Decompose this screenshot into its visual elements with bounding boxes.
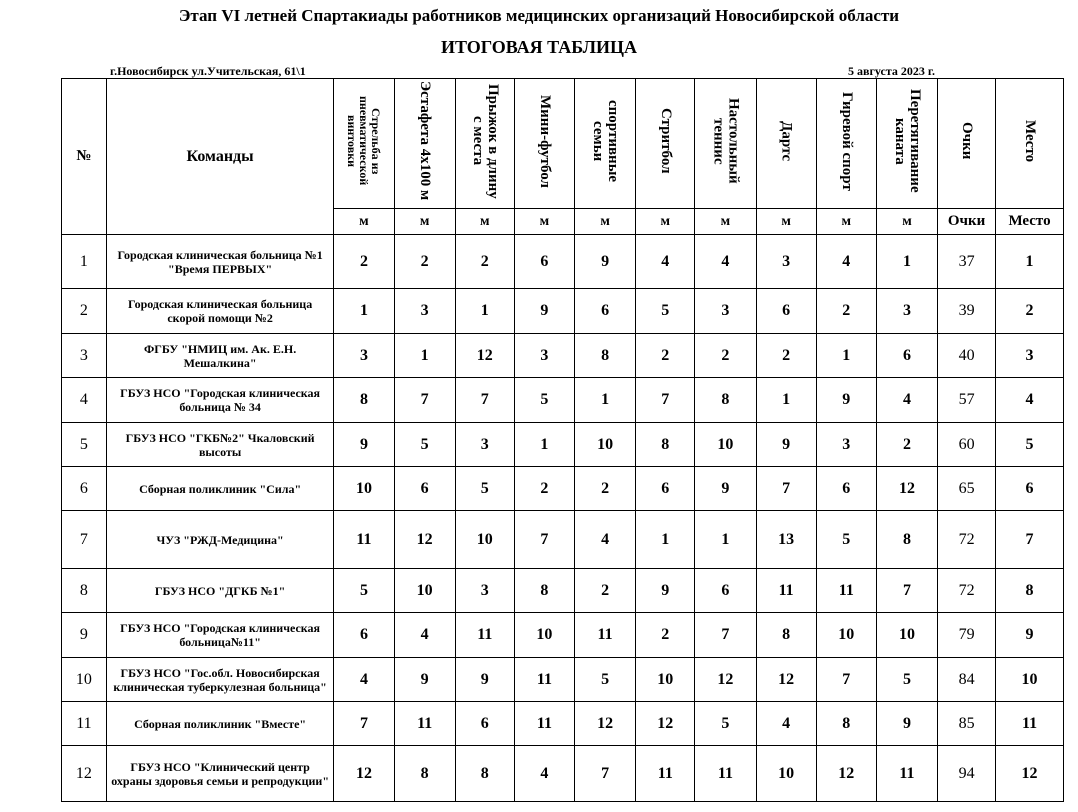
- discipline-place: 8: [455, 746, 514, 802]
- column-header-shooting: Стрельба из пневматической винтовки: [334, 79, 394, 209]
- discipline-place: 3: [394, 289, 455, 334]
- table-row: [62, 658, 1064, 702]
- total-points: 65: [938, 467, 996, 511]
- discipline-place: 6: [695, 569, 756, 613]
- discipline-place: 8: [394, 746, 455, 802]
- discipline-place: 10: [394, 569, 455, 613]
- discipline-place: 4: [514, 746, 574, 802]
- row-number: 6: [62, 467, 107, 511]
- team-name: ГБУЗ НСО "Гос.обл. Новосибирская клиническая туберкулезная больница": [106, 658, 334, 702]
- final-place: 3: [996, 334, 1064, 378]
- table-row: [62, 235, 1064, 289]
- team-name: ЧУЗ "РЖД-Медицина": [106, 511, 334, 569]
- discipline-place: 12: [455, 334, 514, 378]
- discipline-place: 5: [876, 658, 937, 702]
- discipline-place: 6: [574, 289, 635, 334]
- discipline-place: 4: [816, 235, 876, 289]
- discipline-place: 9: [816, 378, 876, 423]
- table-row: [62, 746, 1064, 802]
- discipline-place: 8: [756, 613, 816, 658]
- discipline-place: 9: [514, 289, 574, 334]
- row-number: 12: [62, 746, 107, 802]
- discipline-place: 13: [756, 511, 816, 569]
- row-number: 1: [62, 235, 107, 289]
- total-points: 72: [938, 569, 996, 613]
- discipline-place: 10: [636, 658, 695, 702]
- discipline-place: 12: [394, 511, 455, 569]
- discipline-place: 1: [636, 511, 695, 569]
- column-header-sport-families: спортивные семьи: [574, 79, 635, 209]
- discipline-place: 12: [574, 702, 635, 746]
- discipline-place: 3: [514, 334, 574, 378]
- discipline-place: 4: [334, 658, 394, 702]
- discipline-place: 12: [636, 702, 695, 746]
- discipline-place: 1: [394, 334, 455, 378]
- subheader-place-label: м: [394, 209, 455, 235]
- discipline-place: 7: [574, 746, 635, 802]
- discipline-place: 7: [334, 702, 394, 746]
- discipline-place: 4: [574, 511, 635, 569]
- discipline-place: 7: [636, 378, 695, 423]
- column-header-points: Очки: [938, 79, 996, 209]
- total-points: 84: [938, 658, 996, 702]
- discipline-place: 9: [695, 467, 756, 511]
- discipline-place: 4: [636, 235, 695, 289]
- total-points: 60: [938, 423, 996, 467]
- discipline-place: 12: [876, 467, 937, 511]
- team-name: ГБУЗ НСО "Городская клиническая больница № 34: [106, 378, 334, 423]
- discipline-place: 12: [816, 746, 876, 802]
- final-place: 5: [996, 423, 1064, 467]
- team-name: Сборная поликлиник "Вместе": [106, 702, 334, 746]
- header-row: [62, 79, 1064, 209]
- discipline-place: 2: [816, 289, 876, 334]
- discipline-place: 11: [636, 746, 695, 802]
- discipline-place: 5: [334, 569, 394, 613]
- discipline-place: 9: [876, 702, 937, 746]
- subheader-place-label: м: [455, 209, 514, 235]
- discipline-place: 7: [695, 613, 756, 658]
- discipline-place: 11: [876, 746, 937, 802]
- column-header-darts: Дартс: [756, 79, 816, 209]
- table-row: [62, 702, 1064, 746]
- discipline-place: 2: [334, 235, 394, 289]
- column-header-mini-football: Мини-футбол: [514, 79, 574, 209]
- discipline-place: 9: [574, 235, 635, 289]
- discipline-place: 3: [455, 569, 514, 613]
- document-subtitle: ИТОГОВАЯ ТАБЛИЦА: [440, 37, 638, 57]
- final-place: 7: [996, 511, 1064, 569]
- discipline-place: 8: [334, 378, 394, 423]
- discipline-place: 6: [816, 467, 876, 511]
- discipline-place: 5: [394, 423, 455, 467]
- subheader-place-label: м: [574, 209, 635, 235]
- discipline-place: 8: [816, 702, 876, 746]
- team-name: ГБУЗ НСО "ДГКБ №1": [106, 569, 334, 613]
- discipline-place: 11: [334, 511, 394, 569]
- row-number: 5: [62, 423, 107, 467]
- subheader-place-label: м: [756, 209, 816, 235]
- event-date: 5 августа 2023 г.: [848, 64, 936, 78]
- column-header-place: Место: [996, 79, 1064, 209]
- table-row: [62, 289, 1064, 334]
- discipline-place: 7: [876, 569, 937, 613]
- discipline-place: 2: [756, 334, 816, 378]
- team-name: ГБУЗ НСО "Городская клиническая больница№11": [106, 613, 334, 658]
- discipline-place: 10: [695, 423, 756, 467]
- discipline-place: 12: [695, 658, 756, 702]
- discipline-place: 8: [695, 378, 756, 423]
- discipline-place: 5: [636, 289, 695, 334]
- discipline-place: 8: [876, 511, 937, 569]
- discipline-place: 10: [816, 613, 876, 658]
- results-table: [61, 78, 1064, 802]
- row-number: 10: [62, 658, 107, 702]
- discipline-place: 8: [574, 334, 635, 378]
- team-name: ГБУЗ НСО "ГКБ№2" Чкаловский высоты: [106, 423, 334, 467]
- discipline-place: 11: [816, 569, 876, 613]
- team-name: Сборная поликлиник "Сила": [106, 467, 334, 511]
- subheader-place-label: м: [695, 209, 756, 235]
- final-place: 12: [996, 746, 1064, 802]
- total-points: 79: [938, 613, 996, 658]
- final-place: 2: [996, 289, 1064, 334]
- table-row: [62, 423, 1064, 467]
- column-header-long-jump: Прыжок в длину с места: [455, 79, 514, 209]
- total-points: 57: [938, 378, 996, 423]
- total-points: 72: [938, 511, 996, 569]
- discipline-place: 1: [816, 334, 876, 378]
- subheader-place-label: м: [636, 209, 695, 235]
- discipline-place: 4: [394, 613, 455, 658]
- discipline-place: 2: [574, 467, 635, 511]
- subheader-place-label: м: [816, 209, 876, 235]
- discipline-place: 10: [514, 613, 574, 658]
- discipline-place: 5: [514, 378, 574, 423]
- discipline-place: 3: [334, 334, 394, 378]
- discipline-place: 8: [636, 423, 695, 467]
- column-header-tug-of-war: Перетягивание каната: [876, 79, 937, 209]
- discipline-place: 1: [695, 511, 756, 569]
- discipline-place: 12: [756, 658, 816, 702]
- discipline-place: 11: [574, 613, 635, 658]
- discipline-place: 1: [574, 378, 635, 423]
- table-row: [62, 378, 1064, 423]
- column-header-relay: Эстафета 4х100 м: [394, 79, 455, 209]
- discipline-place: 7: [455, 378, 514, 423]
- discipline-place: 10: [876, 613, 937, 658]
- discipline-place: 5: [574, 658, 635, 702]
- discipline-place: 5: [695, 702, 756, 746]
- discipline-place: 2: [636, 334, 695, 378]
- discipline-place: 6: [394, 467, 455, 511]
- table-row: [62, 569, 1064, 613]
- discipline-place: 5: [816, 511, 876, 569]
- discipline-place: 6: [636, 467, 695, 511]
- discipline-place: 3: [695, 289, 756, 334]
- team-name: ФГБУ "НМИЦ им. Ак. Е.Н. Мешалкина": [106, 334, 334, 378]
- team-name: Городская клиническая больница скорой помощи №2: [106, 289, 334, 334]
- discipline-place: 10: [574, 423, 635, 467]
- discipline-place: 2: [636, 613, 695, 658]
- discipline-place: 10: [455, 511, 514, 569]
- subheader-place-label: м: [514, 209, 574, 235]
- discipline-place: 2: [876, 423, 937, 467]
- final-place: 11: [996, 702, 1064, 746]
- column-header-kettlebell: Гиревой спорт: [816, 79, 876, 209]
- discipline-place: 3: [756, 235, 816, 289]
- discipline-place: 10: [334, 467, 394, 511]
- table-row: [62, 613, 1064, 658]
- subheader-points: Очки: [938, 209, 996, 235]
- discipline-place: 7: [756, 467, 816, 511]
- subheader-place: Место: [996, 209, 1064, 235]
- row-number: 4: [62, 378, 107, 423]
- discipline-place: 11: [514, 658, 574, 702]
- discipline-place: 2: [455, 235, 514, 289]
- discipline-place: 6: [455, 702, 514, 746]
- discipline-place: 7: [514, 511, 574, 569]
- subheader-place-label: м: [876, 209, 937, 235]
- discipline-place: 9: [334, 423, 394, 467]
- discipline-place: 9: [455, 658, 514, 702]
- discipline-place: 9: [636, 569, 695, 613]
- discipline-place: 1: [514, 423, 574, 467]
- column-header-streetball: Стритбол: [636, 79, 695, 209]
- venue-address: г.Новосибирск ул.Учительская, 61\1: [110, 64, 306, 78]
- discipline-place: 8: [514, 569, 574, 613]
- discipline-place: 1: [334, 289, 394, 334]
- discipline-place: 11: [695, 746, 756, 802]
- final-place: 1: [996, 235, 1064, 289]
- column-header-number: №: [62, 79, 107, 235]
- row-number: 11: [62, 702, 107, 746]
- discipline-place: 3: [455, 423, 514, 467]
- final-place: 8: [996, 569, 1064, 613]
- document-title: Этап VI летней Спартакиады работников медицинских организаций Новосибирской области: [178, 6, 900, 25]
- discipline-place: 2: [574, 569, 635, 613]
- row-number: 9: [62, 613, 107, 658]
- final-place: 4: [996, 378, 1064, 423]
- discipline-place: 7: [394, 378, 455, 423]
- total-points: 40: [938, 334, 996, 378]
- discipline-place: 6: [514, 235, 574, 289]
- discipline-place: 1: [455, 289, 514, 334]
- discipline-place: 6: [756, 289, 816, 334]
- total-points: 37: [938, 235, 996, 289]
- discipline-place: 4: [876, 378, 937, 423]
- total-points: 85: [938, 702, 996, 746]
- team-name: Городская клиническая больница №1 "Время ПЕРВЫХ": [106, 235, 334, 289]
- column-header-team: Команды: [106, 79, 334, 235]
- subheader-place-label: м: [334, 209, 394, 235]
- discipline-place: 3: [816, 423, 876, 467]
- discipline-place: 11: [394, 702, 455, 746]
- discipline-place: 2: [514, 467, 574, 511]
- discipline-place: 2: [695, 334, 756, 378]
- discipline-place: 11: [756, 569, 816, 613]
- total-points: 94: [938, 746, 996, 802]
- discipline-place: 4: [756, 702, 816, 746]
- discipline-place: 9: [756, 423, 816, 467]
- discipline-place: 9: [394, 658, 455, 702]
- row-number: 8: [62, 569, 107, 613]
- discipline-place: 1: [756, 378, 816, 423]
- table-row: [62, 334, 1064, 378]
- final-place: 9: [996, 613, 1064, 658]
- discipline-place: 3: [876, 289, 937, 334]
- column-header-table-tennis: Настольный теннис: [695, 79, 756, 209]
- discipline-place: 11: [455, 613, 514, 658]
- discipline-place: 6: [876, 334, 937, 378]
- discipline-place: 12: [334, 746, 394, 802]
- discipline-place: 1: [876, 235, 937, 289]
- discipline-place: 5: [455, 467, 514, 511]
- discipline-place: 10: [756, 746, 816, 802]
- table-row: [62, 511, 1064, 569]
- discipline-place: 11: [514, 702, 574, 746]
- final-place: 10: [996, 658, 1064, 702]
- row-number: 7: [62, 511, 107, 569]
- discipline-place: 6: [334, 613, 394, 658]
- discipline-place: 4: [695, 235, 756, 289]
- discipline-place: 2: [394, 235, 455, 289]
- row-number: 3: [62, 334, 107, 378]
- team-name: ГБУЗ НСО "Клинический центр охраны здоровья семьи и репродукции": [106, 746, 334, 802]
- table-row: [62, 467, 1064, 511]
- row-number: 2: [62, 289, 107, 334]
- discipline-place: 7: [816, 658, 876, 702]
- total-points: 39: [938, 289, 996, 334]
- final-place: 6: [996, 467, 1064, 511]
